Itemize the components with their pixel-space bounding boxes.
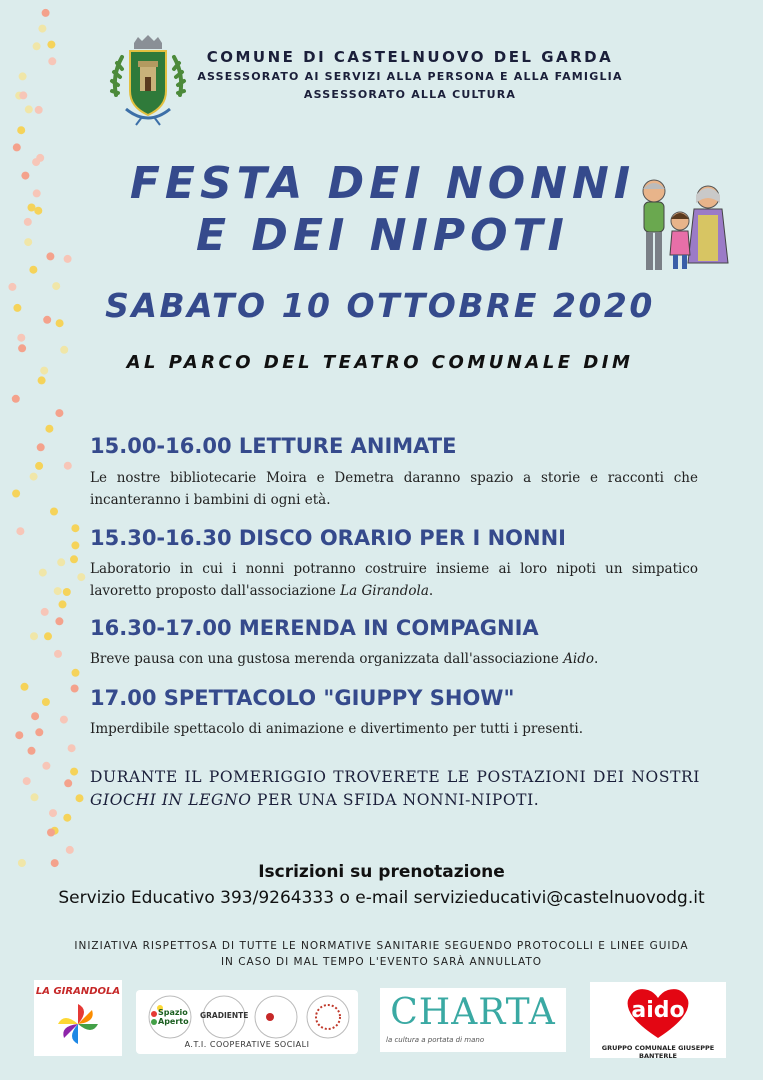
decorative-dot xyxy=(35,106,43,114)
decorative-dot xyxy=(45,425,53,433)
decorative-dot xyxy=(55,617,63,625)
decorative-dot xyxy=(42,698,50,706)
logo-aido: aido GRUPPO COMUNALE GIUSEPPE BANTERLE xyxy=(590,982,726,1058)
event-place: AL PARCO DEL TEATRO COMUNALE DIM xyxy=(126,352,634,373)
weather-notice: IN CASO DI MAL TEMPO L'EVENTO SARÀ ANNULLATO xyxy=(220,956,543,968)
decorative-dot xyxy=(17,126,25,134)
decorative-dot xyxy=(70,555,78,563)
registration-title: Iscrizioni su prenotazione xyxy=(258,862,505,882)
decorative-dot xyxy=(30,473,38,481)
event-title-line-1: FESTA DEI NONNI xyxy=(129,158,636,209)
decorative-dot xyxy=(42,762,50,770)
decorative-dot xyxy=(33,189,41,197)
department-persons-family: ASSESSORATO AI SERVIZI ALLA PERSONA E ALLA FAMIGLIA xyxy=(197,70,623,83)
decorative-dot xyxy=(12,490,20,498)
decorative-dot xyxy=(16,527,24,535)
decorative-dot xyxy=(72,669,80,677)
decorative-dot xyxy=(38,376,46,384)
department-culture: ASSESSORATO ALLA CULTURA xyxy=(303,88,517,101)
event-1-title: 15.00-16.00 LETTURE ANIMATE xyxy=(90,434,457,458)
decorative-dot xyxy=(39,569,47,577)
decorative-dot xyxy=(64,779,72,787)
decorative-dot xyxy=(31,793,39,801)
decorative-dots xyxy=(0,0,90,880)
decorative-dot xyxy=(13,143,21,151)
safety-notice: INIZIATIVA RISPETTOSA DI TUTTE LE NORMATIVE SANITARIE SEGUENDO PROTOCOLLI E LINEE GUIDA xyxy=(74,940,689,952)
decorative-dot xyxy=(70,768,78,776)
afternoon-note: DURANTE IL POMERIGGIO TROVERETE LE POSTAZIONI DEI NOSTRI GIOCHI IN LEGNO PER UNA SFIDA NONNI-NIPOTI. xyxy=(90,768,700,809)
decorative-dot xyxy=(24,218,32,226)
decorative-dot xyxy=(71,541,79,549)
decorative-dot xyxy=(17,334,25,342)
decorative-dot xyxy=(23,777,31,785)
decorative-dot xyxy=(48,57,56,65)
decorative-dot xyxy=(71,685,79,693)
decorative-dot xyxy=(35,728,43,736)
decorative-dot xyxy=(34,207,42,215)
registration-contacts: Servizio Educativo 393/9264333 o e-mail servizieducativi@castelnuovodg.it xyxy=(58,888,705,908)
decorative-dot xyxy=(13,304,21,312)
event-2-association: La Girandola xyxy=(340,583,429,599)
decorative-dot xyxy=(25,105,33,113)
event-2-description: Laboratorio in cui i nonni potranno costruire insieme ai loro nipoti un simpatico lavoretto proposto dall'associazione La Girandola. xyxy=(90,561,698,599)
decorative-dot xyxy=(66,846,74,854)
decorative-dot xyxy=(59,600,67,608)
decorative-dot xyxy=(35,462,43,470)
event-3-description: Breve pausa con una gustosa merenda organizzata dall'associazione Aido. xyxy=(90,651,599,667)
logo-ati-cooperatives: Spazio Aperto GRADIENTE A.T.I. COOPERATIVE SOCIALI xyxy=(136,990,358,1054)
decorative-dot xyxy=(30,632,38,640)
decorative-dot xyxy=(68,744,76,752)
event-1-description: Le nostre bibliotecarie Moira e Demetra daranno spazio a storie e racconti che incanteranno i bambini di ogni età. xyxy=(90,470,698,508)
decorative-dot xyxy=(42,9,50,17)
event-2-title: 15.30-16.30 DISCO ORARIO PER I NONNI xyxy=(90,526,566,550)
decorative-dot xyxy=(49,809,57,817)
decorative-dot xyxy=(41,608,49,616)
decorative-dot xyxy=(54,587,62,595)
decorative-dot xyxy=(43,316,51,324)
decorative-dot xyxy=(64,255,72,263)
decorative-dot xyxy=(63,588,71,596)
event-4-description: Imperdibile spettacolo di animazione e divertimento per tutti i presenti. xyxy=(90,721,583,737)
decorative-dot xyxy=(60,346,68,354)
decorative-dot xyxy=(40,367,48,375)
decorative-dot xyxy=(18,344,26,352)
decorative-dot xyxy=(33,42,41,50)
decorative-dot xyxy=(46,252,54,260)
decorative-dot xyxy=(56,319,64,327)
decorative-dot xyxy=(28,747,36,755)
decorative-dot xyxy=(63,814,71,822)
decorative-dot xyxy=(52,282,60,290)
logo-charta: CHARTA la cultura a portata di mano xyxy=(380,988,566,1052)
decorative-dot xyxy=(44,632,52,640)
decorative-dot xyxy=(71,524,79,532)
grandparents-illustration-icon xyxy=(632,175,732,275)
municipality-name: COMUNE DI CASTELNUOVO DEL GARDA xyxy=(206,48,614,66)
event-date: SABATO 10 OTTOBRE 2020 xyxy=(105,286,655,325)
decorative-dot xyxy=(54,650,62,658)
decorative-dot xyxy=(64,462,72,470)
decorative-dot xyxy=(15,731,23,739)
decorative-dot xyxy=(19,91,27,99)
decorative-dot xyxy=(24,238,32,246)
decorative-dot xyxy=(57,558,65,566)
decorative-dot xyxy=(8,283,16,291)
decorative-dot xyxy=(12,395,20,403)
decorative-dot xyxy=(19,72,27,80)
event-4-title: 17.00 SPETTACOLO "GIUPPY SHOW" xyxy=(90,686,515,710)
event-3-title: 16.30-17.00 MERENDA IN COMPAGNIA xyxy=(90,616,539,640)
event-3-association: Aido xyxy=(563,651,595,667)
decorative-dot xyxy=(29,266,37,274)
decorative-dot xyxy=(38,25,46,33)
decorative-dot xyxy=(37,443,45,451)
decorative-dot xyxy=(55,409,63,417)
decorative-dot xyxy=(32,158,40,166)
decorative-dot xyxy=(21,172,29,180)
decorative-dot xyxy=(47,41,55,49)
decorative-dot xyxy=(21,683,29,691)
logo-girandola: LA GIRANDOLA xyxy=(34,980,122,1056)
decorative-dot xyxy=(31,712,39,720)
decorative-dot xyxy=(28,204,36,212)
decorative-dot xyxy=(50,508,58,516)
decorative-dot xyxy=(60,716,68,724)
decorative-dot xyxy=(77,573,85,581)
event-title-line-2: E DEI NIPOTI xyxy=(196,210,569,261)
decorative-dot xyxy=(47,829,55,837)
decorative-dot xyxy=(76,794,84,802)
